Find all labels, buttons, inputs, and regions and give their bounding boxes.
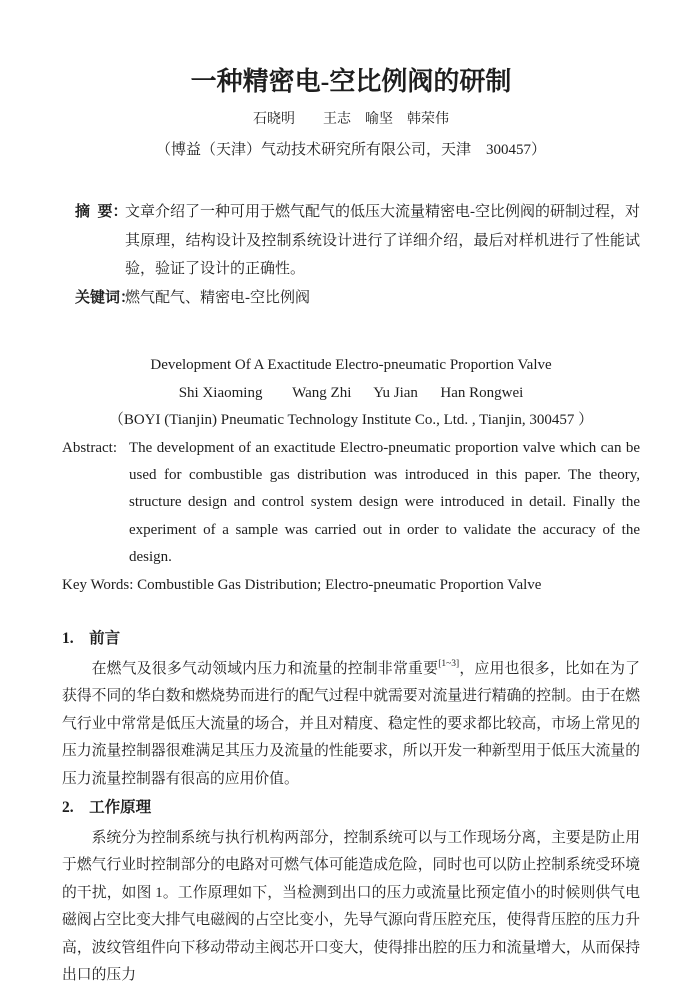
section-2-paragraph: 系统分为控制系统与执行机构两部分，控制系统可以与工作现场分离，主要是防止用于燃气行业时控制部分的电路对可燃气体可能造成危险，同时也可以防止控制系统受环境的干扰，如图 1。工作原理如下，当检测到出口的压力或流量比预定值小的时候则供气电磁阀占空比变大排气电磁阀的占空比变小，先导气源向背压腔充压，使得背压腔的压力升高，波纹管组件向下移动带动主阀芯开口变大，使得排出腔的压力和流量增大，从而保持出口的压力: [62, 829, 640, 983]
section-2-heading: 2. 工作原理: [62, 798, 152, 816]
authors-cn: 石晓明 王志 喻坚 韩荣伟: [253, 112, 449, 127]
paper-title-cn: 一种精密电-空比例阀的研制: [190, 67, 512, 96]
keywords-cn-text: 燃气配气、精密电-空比例阀: [125, 289, 310, 306]
abstract-en-label: Abstract:: [62, 439, 121, 456]
section-1-heading: 1. 前言: [62, 629, 121, 647]
citation-reference: [1~3]: [438, 659, 460, 670]
abstract-cn-text: 文章介绍了一种可用于燃气配气的低压大流量精密电-空比例阀的研制过程，对其原理，结构设计及控制系统设计进行了详细介绍，最后对样机进行了性能试验，验证了设计的正确性。: [125, 204, 640, 277]
abstract-en-text: The development of an exactitude Electro-pneumatic proportion valve which can be used for combustible gas distribution was introduced in this paper. The theory, structure design and control system design were introduced in detail. Finally the experiment of a sample was carried out in order to validate the accuracy of the design.: [129, 439, 640, 566]
intro-text-after-ref: ，应用也很多，比如在为了获得不同的华白数和燃烧势而进行的配气过程中就需要对流量进行精确的控制。由于在燃气行业中常常是低压大流量的场合，并且对精度、稳定性的要求都比较高，市场上常见的压力流量控制器很难满足其压力及流量的性能要求，所以开发一种新型用于低压大流量的压力流量控制器有很高的应用价值。: [62, 660, 640, 787]
keywords-en: Key Words: Combustible Gas Distribution; Electro-pneumatic Proportion Valve: [62, 576, 542, 593]
keywords-cn-label: 关键词：: [75, 289, 136, 306]
affiliation-cn: （博益（天津）气动技术研究所有限公司，天津 300457）: [155, 142, 546, 158]
english-header-block: [62, 352, 640, 435]
abstract-en: [62, 435, 640, 572]
authors-en: Shi Xiaoming Wang Zhi Yu Jian Han Rongwei: [178, 384, 524, 401]
section-1-paragraph: [62, 656, 640, 793]
keywords-cn: [62, 284, 640, 313]
abstract-cn-label: 摘 要：: [75, 204, 128, 220]
affiliation-en: （BOYI (Tianjin) Pneumatic Technology Institute Co., Ltd. , Tianjin, 300457 ）: [108, 412, 594, 428]
intro-text-before-ref: 在燃气及很多气动领域内压力和流量的控制非常重要: [91, 660, 439, 677]
paper-title-en: Development Of A Exactitude Electro-pneumatic Proportion Valve: [150, 357, 552, 373]
abstract-cn: [62, 198, 640, 284]
